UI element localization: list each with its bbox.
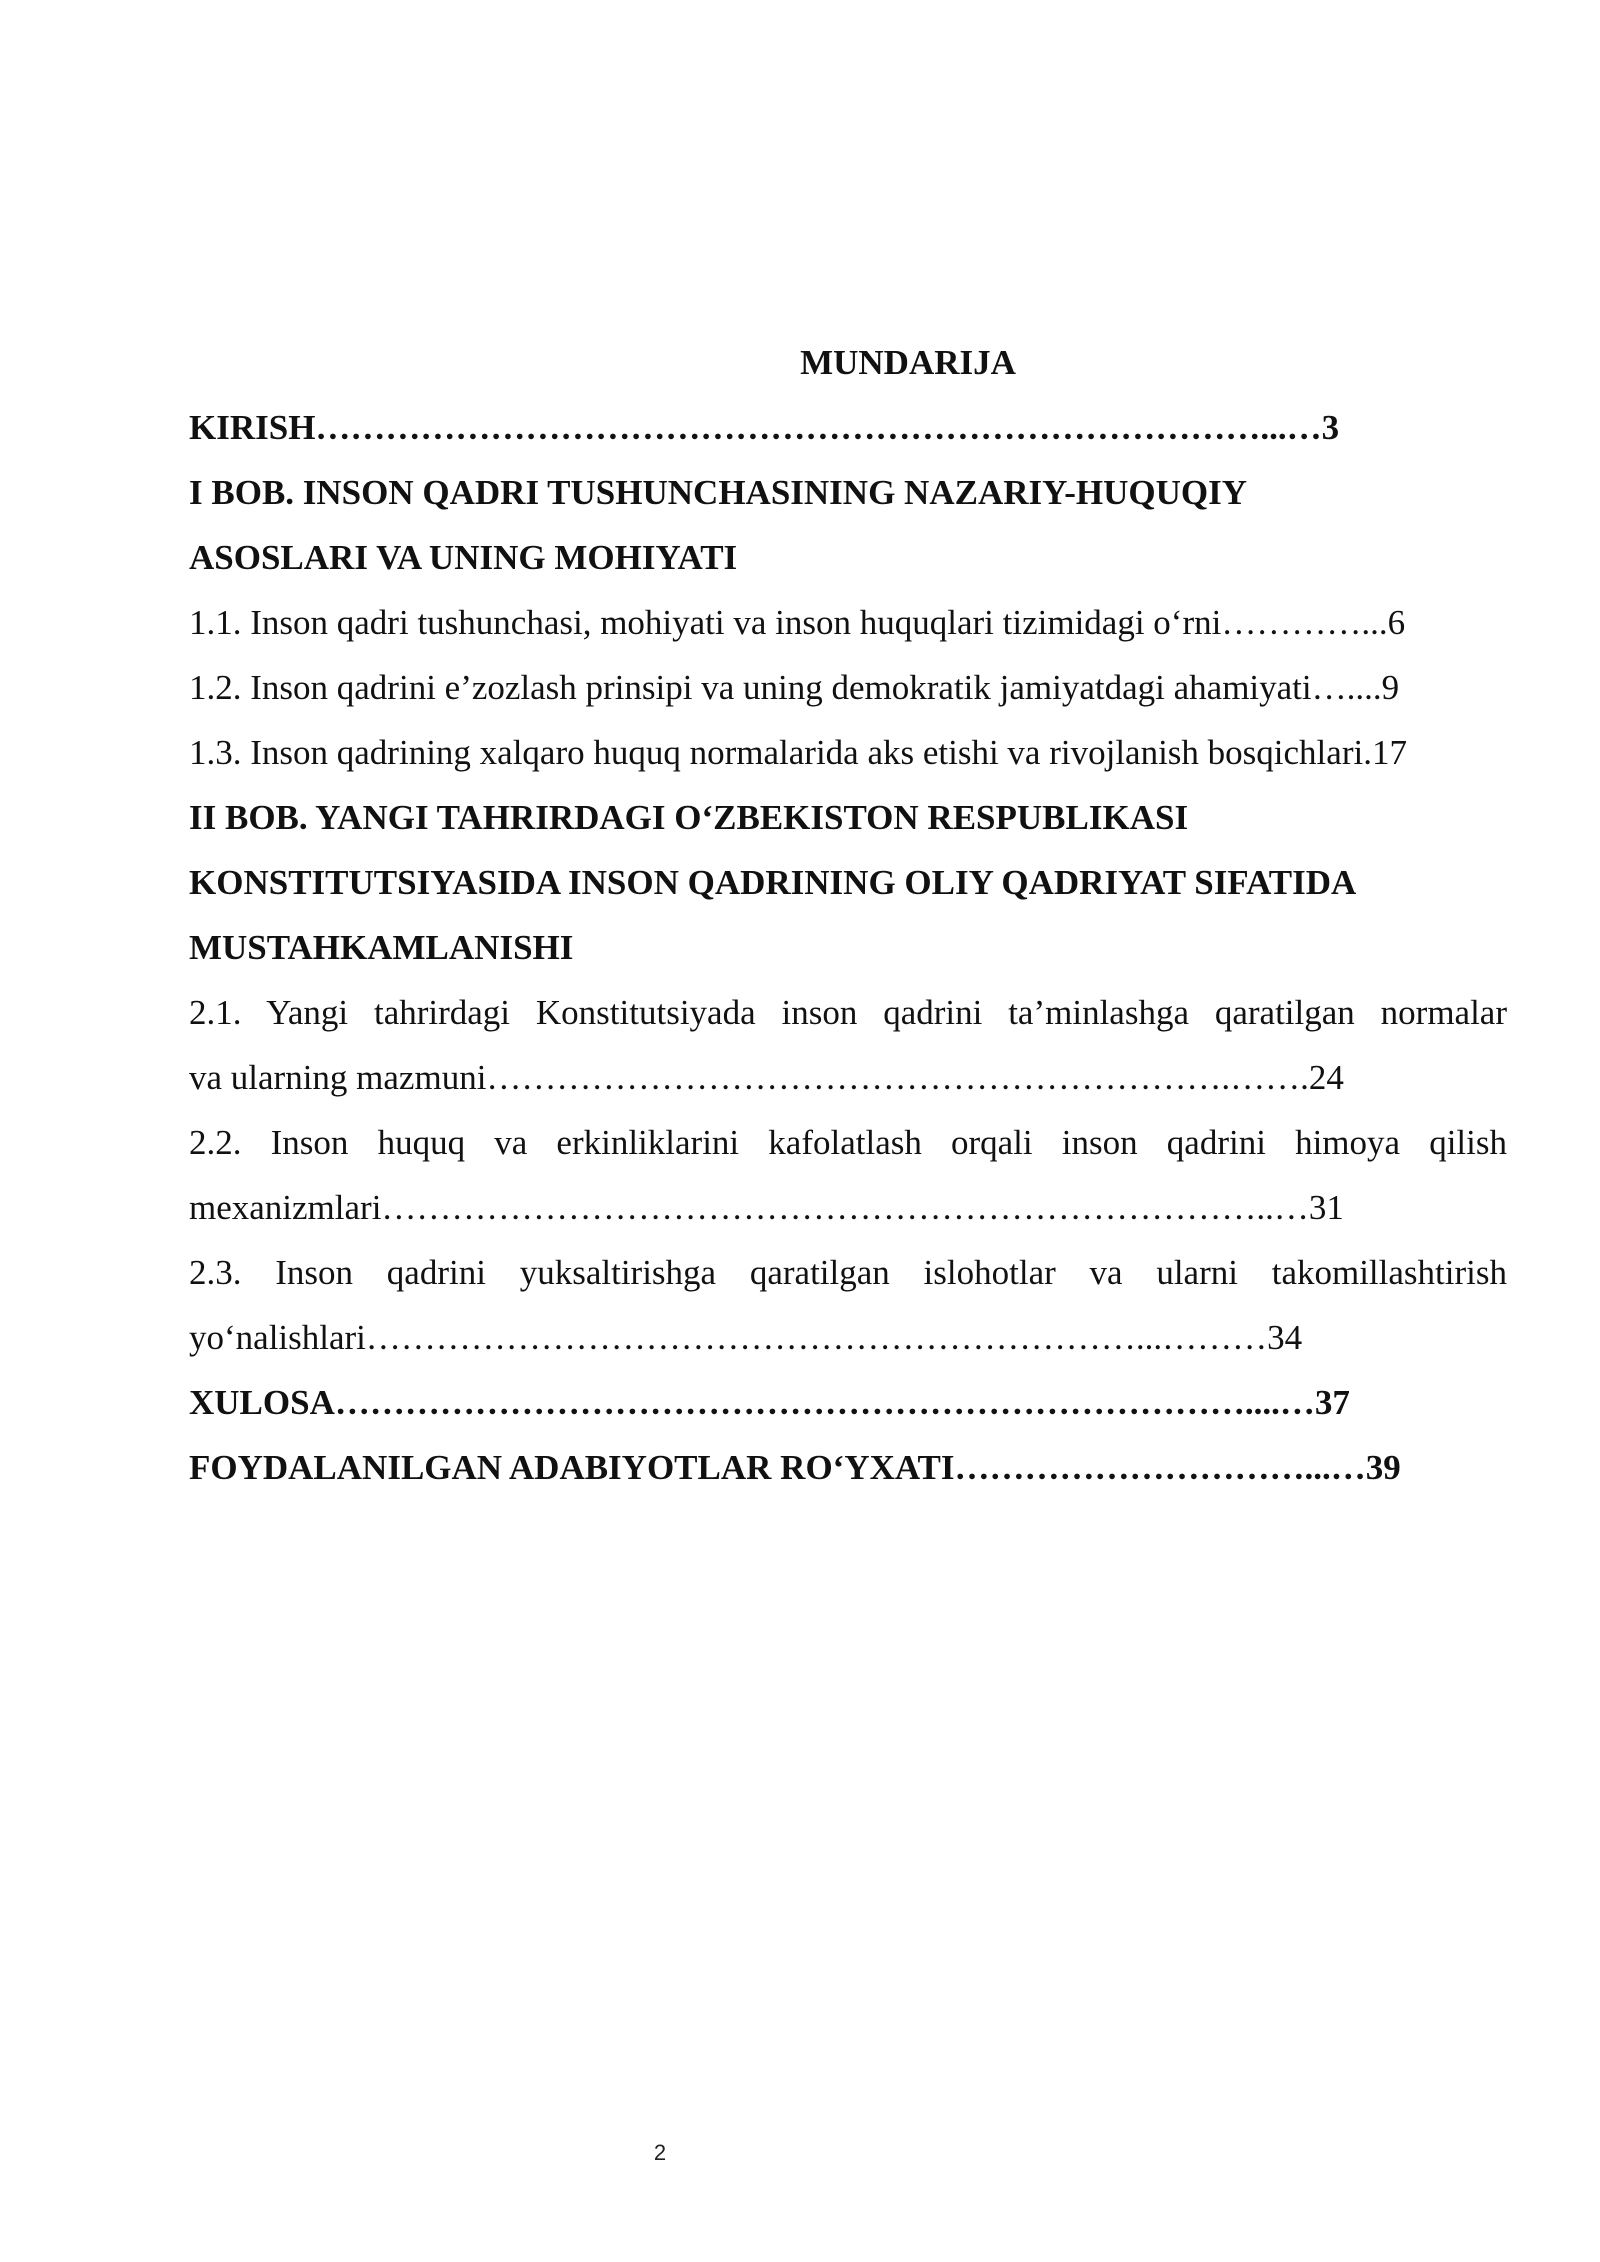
toc-chapter-1-heading-cont: ASOSLARI VA UNING MOHIYATI — [189, 538, 738, 577]
toc-chapter-2-heading-cont: KONSTITUTSIYASIDA INSON QADRINING OLIY QADRIYAT SIFATIDA — [189, 863, 1357, 902]
toc-chapter-2-heading: II BOB. YANGI TAHRIRDAGI O‘ZBEKISTON RESPUBLIKASI — [189, 798, 1189, 837]
toc-chapter-1-heading: I BOB. INSON QADRI TUSHUNCHASINING NAZARIY-HUQUQIY — [189, 473, 1247, 512]
toc-entry-kirish: KIRISH………………………………………………………………………...…3 — [189, 408, 1340, 447]
toc-entry-2-1-cont: va ularning mazmuni……………………………………………………….…….24 — [189, 1058, 1344, 1097]
toc-entry-2-1: 2.1. Yangi tahrirdagi Konstitutsiyada inson qadrini ta’minlashga qaratilgan normalar — [189, 993, 1507, 1032]
toc-entry-1-1: 1.1. Inson qadri tushunchasi, mohiyati va inson huquqlari tizimidagi o‘rni…………...6 — [189, 603, 1406, 642]
page-number: 2 — [653, 2140, 667, 2165]
toc-entry-2-3-cont: yo‘nalishlari…………………………………………………………...………34 — [189, 1318, 1303, 1357]
toc-entry-1-3: 1.3. Inson qadrining xalqaro huquq normalarida aks etishi va rivojlanish bosqichlari.17 — [189, 733, 1407, 772]
toc-entry-2-2-cont: mexanizmlari…………………………………………………………………..…31 — [189, 1188, 1344, 1227]
toc-entry-2-3: 2.3. Inson qadrini yuksaltirishga qaratilgan islohotlar va ularni takomillashtirish — [189, 1253, 1507, 1292]
toc-entry-1-2: 1.2. Inson qadrini e’zozlash prinsipi va uning demokratik jamiyatdagi ahamiyati…....9 — [189, 668, 1400, 707]
toc-entry-references: FOYDALANILGAN ADABIYOTLAR RO‘YXATI…………………………...…39 — [189, 1448, 1401, 1487]
toc-entry-xulosa: XULOSA……………………………………………………………………....…37 — [189, 1383, 1350, 1422]
toc-entry-2-2: 2.2. Inson huquq va erkinliklarini kafolatlash orqali inson qadrini himoya qilish — [189, 1123, 1507, 1162]
toc-chapter-2-heading-end: MUSTAHKAMLANISHI — [189, 928, 574, 967]
toc-title: MUNDARIJA — [800, 343, 1016, 382]
table-of-contents — [189, 330, 1507, 1500]
